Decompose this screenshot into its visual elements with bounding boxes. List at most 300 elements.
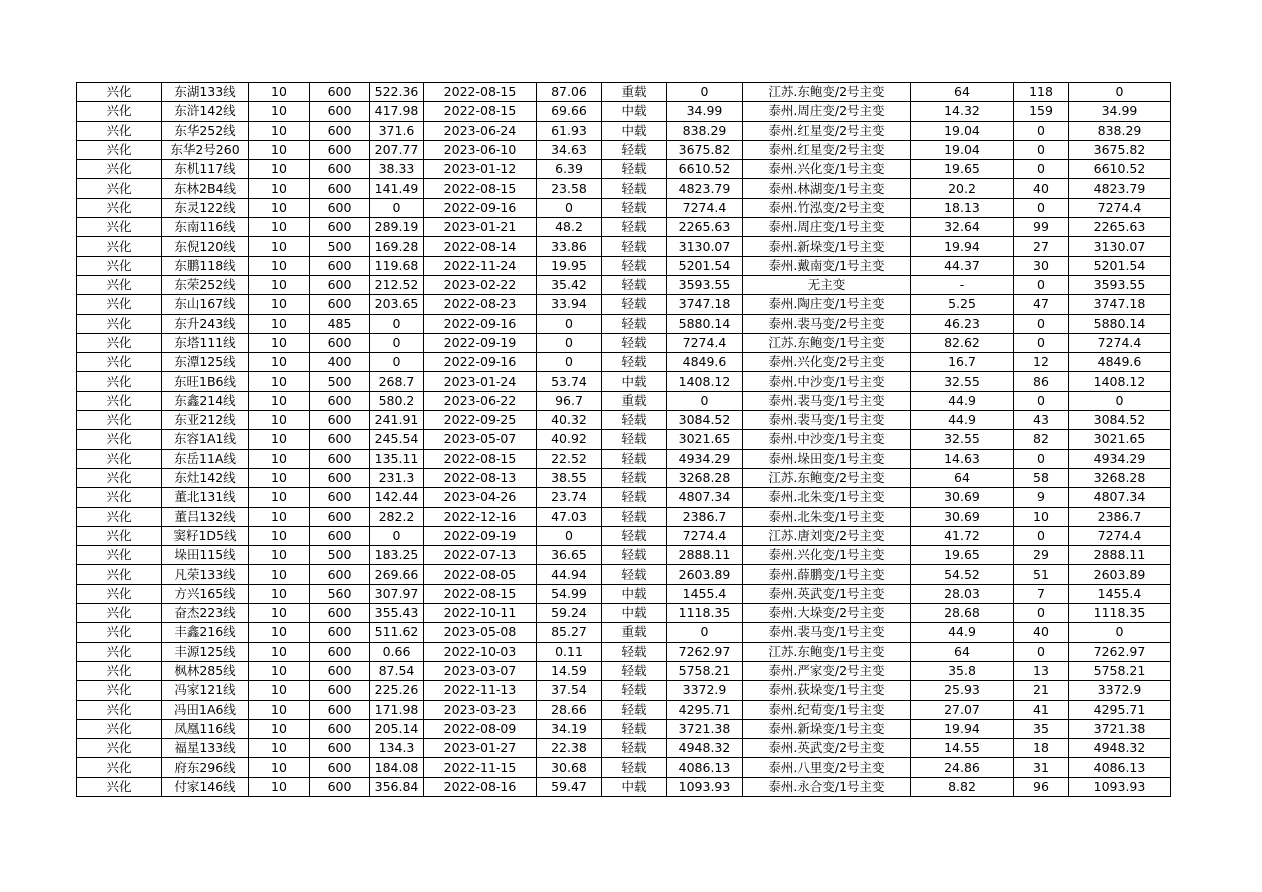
max-load-date-cell: 2023-05-08 — [424, 623, 537, 642]
remaining-capacity-cell: 1408.12 — [1069, 372, 1171, 391]
max-load-date-cell: 2022-08-14 — [424, 237, 537, 256]
transformer-load-rate-cell: 35.8 — [911, 661, 1014, 680]
transformer-load-rate-cell: 44.37 — [911, 256, 1014, 275]
table-row — [77, 488, 1171, 507]
user-count-cell: 51 — [1014, 565, 1069, 584]
load-status-cell: 轻载 — [602, 179, 667, 198]
remaining-capacity-cell: 4295.71 — [1069, 700, 1171, 719]
remaining-capacity-cell: 2386.7 — [1069, 507, 1171, 526]
user-count-cell: 0 — [1014, 642, 1069, 661]
max-load-cell: 231.3 — [370, 468, 424, 487]
max-load-date-cell: 2022-09-16 — [424, 198, 537, 217]
line-name-cell: 董吕132线 — [162, 507, 249, 526]
voltage-cell: 10 — [249, 565, 310, 584]
county-cell: 兴化 — [77, 507, 162, 526]
county-cell: 兴化 — [77, 333, 162, 352]
county-cell: 兴化 — [77, 719, 162, 738]
voltage-cell: 10 — [249, 295, 310, 314]
line-name-cell: 东荣252线 — [162, 275, 249, 294]
available-capacity-cell: 7262.97 — [667, 642, 743, 661]
rated-capacity-cell: 600 — [310, 333, 370, 352]
available-capacity-cell: 2888.11 — [667, 546, 743, 565]
max-load-cell: 241.91 — [370, 411, 424, 430]
load-rate-cell: 0 — [537, 198, 602, 217]
max-load-date-cell: 2022-08-13 — [424, 468, 537, 487]
remaining-capacity-cell: 3593.55 — [1069, 275, 1171, 294]
load-status-cell: 轻载 — [602, 353, 667, 372]
load-status-cell: 轻载 — [602, 237, 667, 256]
table-row — [77, 661, 1171, 680]
available-capacity-cell: 0 — [667, 83, 743, 102]
user-count-cell: 86 — [1014, 372, 1069, 391]
main-transformer-cell: 泰州.周庄变/2号主变 — [743, 102, 911, 121]
max-load-cell: 87.54 — [370, 661, 424, 680]
max-load-cell: 135.11 — [370, 449, 424, 468]
user-count-cell: 58 — [1014, 468, 1069, 487]
load-status-cell: 轻载 — [602, 507, 667, 526]
max-load-cell: 0 — [370, 333, 424, 352]
rated-capacity-cell: 600 — [310, 83, 370, 102]
county-cell: 兴化 — [77, 623, 162, 642]
table-row — [77, 160, 1171, 179]
voltage-cell: 10 — [249, 391, 310, 410]
available-capacity-cell: 1118.35 — [667, 604, 743, 623]
transformer-load-rate-cell: 8.82 — [911, 777, 1014, 796]
table-row — [77, 237, 1171, 256]
main-transformer-cell: 泰州.陶庄变/1号主变 — [743, 295, 911, 314]
main-transformer-cell: 泰州.英武变/2号主变 — [743, 739, 911, 758]
line-name-cell: 东华252线 — [162, 121, 249, 140]
remaining-capacity-cell: 7274.4 — [1069, 526, 1171, 545]
rated-capacity-cell: 600 — [310, 565, 370, 584]
load-status-cell: 轻载 — [602, 314, 667, 333]
transformer-load-rate-cell: 19.04 — [911, 121, 1014, 140]
line-name-cell: 东华2号260 — [162, 140, 249, 159]
max-load-cell: 0 — [370, 353, 424, 372]
line-name-cell: 东潭125线 — [162, 353, 249, 372]
rated-capacity-cell: 600 — [310, 275, 370, 294]
line-name-cell: 东塔111线 — [162, 333, 249, 352]
user-count-cell: 99 — [1014, 218, 1069, 237]
max-load-cell: 245.54 — [370, 430, 424, 449]
table-row — [77, 546, 1171, 565]
rated-capacity-cell: 560 — [310, 584, 370, 603]
table-row — [77, 218, 1171, 237]
load-status-cell: 轻载 — [602, 758, 667, 777]
remaining-capacity-cell: 3721.38 — [1069, 719, 1171, 738]
load-status-cell: 轻载 — [602, 719, 667, 738]
voltage-cell: 10 — [249, 256, 310, 275]
line-name-cell: 奋杰223线 — [162, 604, 249, 623]
remaining-capacity-cell: 838.29 — [1069, 121, 1171, 140]
remaining-capacity-cell: 4823.79 — [1069, 179, 1171, 198]
table-row — [77, 681, 1171, 700]
user-count-cell: 30 — [1014, 256, 1069, 275]
user-count-cell: 18 — [1014, 739, 1069, 758]
county-cell: 兴化 — [77, 661, 162, 680]
rated-capacity-cell: 600 — [310, 604, 370, 623]
line-name-cell: 福星133线 — [162, 739, 249, 758]
rated-capacity-cell: 600 — [310, 160, 370, 179]
rated-capacity-cell: 600 — [310, 642, 370, 661]
load-rate-cell: 47.03 — [537, 507, 602, 526]
max-load-date-cell: 2023-06-10 — [424, 140, 537, 159]
load-rate-cell: 19.95 — [537, 256, 602, 275]
main-transformer-cell: 泰州.严家变/2号主变 — [743, 661, 911, 680]
line-name-cell: 东湖133线 — [162, 83, 249, 102]
main-transformer-cell: 泰州.戴南变/1号主变 — [743, 256, 911, 275]
remaining-capacity-cell: 1093.93 — [1069, 777, 1171, 796]
user-count-cell: 12 — [1014, 353, 1069, 372]
table-row — [77, 256, 1171, 275]
available-capacity-cell: 3084.52 — [667, 411, 743, 430]
voltage-cell: 10 — [249, 218, 310, 237]
line-name-cell: 东鑫214线 — [162, 391, 249, 410]
table-row — [77, 353, 1171, 372]
transformer-load-rate-cell: 28.03 — [911, 584, 1014, 603]
remaining-capacity-cell: 7274.4 — [1069, 333, 1171, 352]
max-load-cell: 142.44 — [370, 488, 424, 507]
remaining-capacity-cell: 3675.82 — [1069, 140, 1171, 159]
available-capacity-cell: 4849.6 — [667, 353, 743, 372]
available-capacity-cell: 2386.7 — [667, 507, 743, 526]
load-rate-cell: 14.59 — [537, 661, 602, 680]
max-load-date-cell: 2022-08-15 — [424, 584, 537, 603]
load-rate-cell: 96.7 — [537, 391, 602, 410]
max-load-date-cell: 2022-08-15 — [424, 102, 537, 121]
voltage-cell: 10 — [249, 237, 310, 256]
user-count-cell: 27 — [1014, 237, 1069, 256]
main-transformer-cell: 泰州.英武变/1号主变 — [743, 584, 911, 603]
max-load-date-cell: 2022-08-15 — [424, 179, 537, 198]
max-load-date-cell: 2022-07-13 — [424, 546, 537, 565]
max-load-date-cell: 2022-08-16 — [424, 777, 537, 796]
main-transformer-cell: 泰州.大垛变/2号主变 — [743, 604, 911, 623]
available-capacity-cell: 1455.4 — [667, 584, 743, 603]
max-load-cell: 307.97 — [370, 584, 424, 603]
line-name-cell: 冯田1A6线 — [162, 700, 249, 719]
user-count-cell: 96 — [1014, 777, 1069, 796]
voltage-cell: 10 — [249, 160, 310, 179]
county-cell: 兴化 — [77, 604, 162, 623]
transformer-load-rate-cell: 19.94 — [911, 719, 1014, 738]
max-load-date-cell: 2022-08-23 — [424, 295, 537, 314]
county-cell: 兴化 — [77, 372, 162, 391]
transformer-load-rate-cell: 18.13 — [911, 198, 1014, 217]
line-name-cell: 窦籽1D5线 — [162, 526, 249, 545]
max-load-date-cell: 2022-09-19 — [424, 526, 537, 545]
user-count-cell: 21 — [1014, 681, 1069, 700]
transformer-load-rate-cell: 24.86 — [911, 758, 1014, 777]
main-transformer-cell: 泰州.薛鹏变/1号主变 — [743, 565, 911, 584]
max-load-cell: 282.2 — [370, 507, 424, 526]
table-row — [77, 198, 1171, 217]
table-row — [77, 102, 1171, 121]
user-count-cell: 9 — [1014, 488, 1069, 507]
max-load-date-cell: 2022-11-13 — [424, 681, 537, 700]
available-capacity-cell: 3675.82 — [667, 140, 743, 159]
remaining-capacity-cell: 6610.52 — [1069, 160, 1171, 179]
user-count-cell: 0 — [1014, 449, 1069, 468]
table-row — [77, 700, 1171, 719]
load-status-cell: 轻载 — [602, 160, 667, 179]
user-count-cell: 40 — [1014, 179, 1069, 198]
rated-capacity-cell: 600 — [310, 121, 370, 140]
rated-capacity-cell: 600 — [310, 758, 370, 777]
load-status-cell: 轻载 — [602, 449, 667, 468]
rated-capacity-cell: 600 — [310, 488, 370, 507]
load-rate-cell: 22.38 — [537, 739, 602, 758]
remaining-capacity-cell: 3268.28 — [1069, 468, 1171, 487]
available-capacity-cell: 4823.79 — [667, 179, 743, 198]
county-cell: 兴化 — [77, 102, 162, 121]
available-capacity-cell: 3372.9 — [667, 681, 743, 700]
available-capacity-cell: 5880.14 — [667, 314, 743, 333]
county-cell: 兴化 — [77, 83, 162, 102]
user-count-cell: 31 — [1014, 758, 1069, 777]
voltage-cell: 10 — [249, 179, 310, 198]
load-status-cell: 中载 — [602, 121, 667, 140]
available-capacity-cell: 7274.4 — [667, 333, 743, 352]
voltage-cell: 10 — [249, 430, 310, 449]
main-transformer-cell: 江苏.东鲍变/2号主变 — [743, 83, 911, 102]
county-cell: 兴化 — [77, 295, 162, 314]
voltage-cell: 10 — [249, 121, 310, 140]
rated-capacity-cell: 600 — [310, 140, 370, 159]
main-transformer-cell: 泰州.裴马变/2号主变 — [743, 314, 911, 333]
remaining-capacity-cell: 3747.18 — [1069, 295, 1171, 314]
county-cell: 兴化 — [77, 314, 162, 333]
user-count-cell: 82 — [1014, 430, 1069, 449]
transformer-load-rate-cell: 41.72 — [911, 526, 1014, 545]
transformer-load-rate-cell: 30.69 — [911, 488, 1014, 507]
transformer-load-rate-cell: - — [911, 275, 1014, 294]
load-status-cell: 轻载 — [602, 739, 667, 758]
transformer-load-rate-cell: 14.63 — [911, 449, 1014, 468]
load-status-cell: 重载 — [602, 83, 667, 102]
rated-capacity-cell: 600 — [310, 391, 370, 410]
transformer-load-rate-cell: 14.55 — [911, 739, 1014, 758]
load-rate-cell: 48.2 — [537, 218, 602, 237]
max-load-cell: 225.26 — [370, 681, 424, 700]
rated-capacity-cell: 600 — [310, 102, 370, 121]
rated-capacity-cell: 500 — [310, 546, 370, 565]
transformer-load-rate-cell: 20.2 — [911, 179, 1014, 198]
max-load-cell: 205.14 — [370, 719, 424, 738]
available-capacity-cell: 2603.89 — [667, 565, 743, 584]
remaining-capacity-cell: 5201.54 — [1069, 256, 1171, 275]
transformer-load-rate-cell: 44.9 — [911, 623, 1014, 642]
load-rate-cell: 38.55 — [537, 468, 602, 487]
load-status-cell: 轻载 — [602, 661, 667, 680]
max-load-date-cell: 2022-09-16 — [424, 314, 537, 333]
county-cell: 兴化 — [77, 179, 162, 198]
line-name-cell: 垛田115线 — [162, 546, 249, 565]
remaining-capacity-cell: 34.99 — [1069, 102, 1171, 121]
user-count-cell: 43 — [1014, 411, 1069, 430]
county-cell: 兴化 — [77, 681, 162, 700]
line-name-cell: 东山167线 — [162, 295, 249, 314]
table-row — [77, 275, 1171, 294]
line-name-cell: 东岳11A线 — [162, 449, 249, 468]
transformer-load-rate-cell: 30.69 — [911, 507, 1014, 526]
rated-capacity-cell: 600 — [310, 526, 370, 545]
remaining-capacity-cell: 1118.35 — [1069, 604, 1171, 623]
user-count-cell: 29 — [1014, 546, 1069, 565]
user-count-cell: 0 — [1014, 198, 1069, 217]
rated-capacity-cell: 600 — [310, 623, 370, 642]
county-cell: 兴化 — [77, 546, 162, 565]
table-row — [77, 642, 1171, 661]
max-load-cell: 207.77 — [370, 140, 424, 159]
available-capacity-cell: 5758.21 — [667, 661, 743, 680]
load-status-cell: 轻载 — [602, 642, 667, 661]
main-transformer-cell: 无主变 — [743, 275, 911, 294]
max-load-date-cell: 2022-08-05 — [424, 565, 537, 584]
max-load-cell: 119.68 — [370, 256, 424, 275]
table-row — [77, 468, 1171, 487]
county-cell: 兴化 — [77, 739, 162, 758]
remaining-capacity-cell: 2265.63 — [1069, 218, 1171, 237]
max-load-cell: 371.6 — [370, 121, 424, 140]
voltage-cell: 10 — [249, 488, 310, 507]
max-load-date-cell: 2022-11-15 — [424, 758, 537, 777]
available-capacity-cell: 0 — [667, 391, 743, 410]
max-load-date-cell: 2023-06-24 — [424, 121, 537, 140]
remaining-capacity-cell: 7274.4 — [1069, 198, 1171, 217]
table-row — [77, 623, 1171, 642]
line-name-cell: 凤凰116线 — [162, 719, 249, 738]
line-name-cell: 丰源125线 — [162, 642, 249, 661]
available-capacity-cell: 1408.12 — [667, 372, 743, 391]
remaining-capacity-cell: 7262.97 — [1069, 642, 1171, 661]
load-status-cell: 轻载 — [602, 700, 667, 719]
voltage-cell: 10 — [249, 83, 310, 102]
rated-capacity-cell: 600 — [310, 468, 370, 487]
available-capacity-cell: 4295.71 — [667, 700, 743, 719]
max-load-date-cell: 2022-10-03 — [424, 642, 537, 661]
max-load-cell: 0 — [370, 314, 424, 333]
county-cell: 兴化 — [77, 488, 162, 507]
available-capacity-cell: 4934.29 — [667, 449, 743, 468]
max-load-date-cell: 2023-01-21 — [424, 218, 537, 237]
table-row — [77, 507, 1171, 526]
remaining-capacity-cell: 0 — [1069, 391, 1171, 410]
voltage-cell: 10 — [249, 681, 310, 700]
county-cell: 兴化 — [77, 758, 162, 777]
voltage-cell: 10 — [249, 102, 310, 121]
transformer-load-rate-cell: 19.65 — [911, 160, 1014, 179]
available-capacity-cell: 34.99 — [667, 102, 743, 121]
county-cell: 兴化 — [77, 160, 162, 179]
remaining-capacity-cell: 5880.14 — [1069, 314, 1171, 333]
user-count-cell: 41 — [1014, 700, 1069, 719]
main-transformer-cell: 江苏.东鲍变/1号主变 — [743, 333, 911, 352]
main-transformer-cell: 泰州.新垛变/1号主变 — [743, 237, 911, 256]
user-count-cell: 7 — [1014, 584, 1069, 603]
available-capacity-cell: 6610.52 — [667, 160, 743, 179]
available-capacity-cell: 4086.13 — [667, 758, 743, 777]
max-load-date-cell: 2023-05-07 — [424, 430, 537, 449]
load-rate-cell: 6.39 — [537, 160, 602, 179]
data-table — [76, 82, 1171, 797]
max-load-cell: 268.7 — [370, 372, 424, 391]
load-status-cell: 轻载 — [602, 256, 667, 275]
load-rate-cell: 85.27 — [537, 623, 602, 642]
load-rate-cell: 33.86 — [537, 237, 602, 256]
remaining-capacity-cell: 2888.11 — [1069, 546, 1171, 565]
county-cell: 兴化 — [77, 353, 162, 372]
user-count-cell: 118 — [1014, 83, 1069, 102]
voltage-cell: 10 — [249, 584, 310, 603]
county-cell: 兴化 — [77, 449, 162, 468]
transformer-load-rate-cell: 19.94 — [911, 237, 1014, 256]
main-transformer-cell: 泰州.林湖变/1号主变 — [743, 179, 911, 198]
max-load-cell: 0 — [370, 198, 424, 217]
main-transformer-cell: 泰州.荻垛变/1号主变 — [743, 681, 911, 700]
transformer-load-rate-cell: 54.52 — [911, 565, 1014, 584]
table-row — [77, 526, 1171, 545]
rated-capacity-cell: 600 — [310, 430, 370, 449]
main-transformer-cell: 泰州.北朱变/1号主变 — [743, 488, 911, 507]
table-row — [77, 777, 1171, 796]
county-cell: 兴化 — [77, 237, 162, 256]
line-name-cell: 方兴165线 — [162, 584, 249, 603]
voltage-cell: 10 — [249, 468, 310, 487]
available-capacity-cell: 3130.07 — [667, 237, 743, 256]
remaining-capacity-cell: 0 — [1069, 623, 1171, 642]
available-capacity-cell: 7274.4 — [667, 198, 743, 217]
max-load-date-cell: 2023-04-26 — [424, 488, 537, 507]
load-rate-cell: 0 — [537, 526, 602, 545]
max-load-cell: 171.98 — [370, 700, 424, 719]
rated-capacity-cell: 485 — [310, 314, 370, 333]
table-row — [77, 719, 1171, 738]
max-load-cell: 355.43 — [370, 604, 424, 623]
max-load-cell: 141.49 — [370, 179, 424, 198]
load-rate-cell: 30.68 — [537, 758, 602, 777]
main-transformer-cell: 泰州.垛田变/1号主变 — [743, 449, 911, 468]
main-transformer-cell: 泰州.纪荀变/1号主变 — [743, 700, 911, 719]
table-row — [77, 391, 1171, 410]
load-rate-cell: 34.19 — [537, 719, 602, 738]
user-count-cell: 40 — [1014, 623, 1069, 642]
load-status-cell: 重载 — [602, 391, 667, 410]
table-row — [77, 430, 1171, 449]
max-load-date-cell: 2023-01-12 — [424, 160, 537, 179]
main-transformer-cell: 泰州.红星变/2号主变 — [743, 121, 911, 140]
load-status-cell: 轻载 — [602, 411, 667, 430]
line-name-cell: 东浒142线 — [162, 102, 249, 121]
rated-capacity-cell: 600 — [310, 179, 370, 198]
county-cell: 兴化 — [77, 526, 162, 545]
max-load-cell: 169.28 — [370, 237, 424, 256]
max-load-date-cell: 2023-03-07 — [424, 661, 537, 680]
load-status-cell: 轻载 — [602, 333, 667, 352]
max-load-date-cell: 2022-10-11 — [424, 604, 537, 623]
remaining-capacity-cell: 3021.65 — [1069, 430, 1171, 449]
main-transformer-cell: 泰州.兴化变/2号主变 — [743, 353, 911, 372]
county-cell: 兴化 — [77, 700, 162, 719]
load-status-cell: 轻载 — [602, 526, 667, 545]
line-name-cell: 董北131线 — [162, 488, 249, 507]
county-cell: 兴化 — [77, 391, 162, 410]
load-rate-cell: 53.74 — [537, 372, 602, 391]
max-load-cell: 212.52 — [370, 275, 424, 294]
max-load-cell: 0 — [370, 526, 424, 545]
load-rate-cell: 23.58 — [537, 179, 602, 198]
line-name-cell: 东升243线 — [162, 314, 249, 333]
